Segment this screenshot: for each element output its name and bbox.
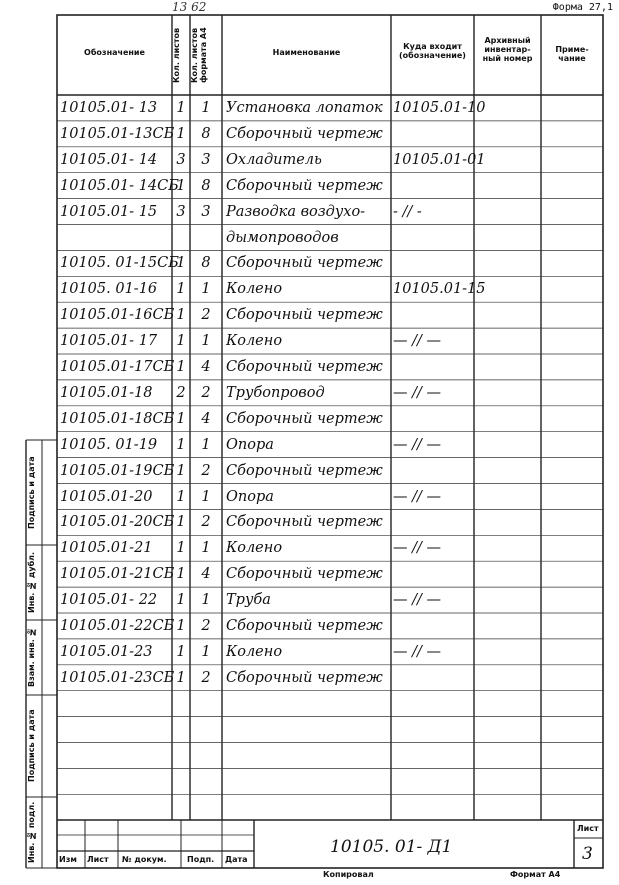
row-where-used: 10105.01-15 — [393, 281, 486, 298]
row-where-used: — // — — [393, 540, 441, 557]
table-row — [0, 253, 619, 279]
row-a4-count: 2 — [201, 669, 211, 686]
row-a4-count: 2 — [201, 384, 211, 401]
row-name: Опора — [226, 436, 274, 453]
side-label-vzam-inv: Взам. инв. № — [27, 627, 36, 688]
side-label-sign-date-2: Подпись и дата — [27, 709, 36, 783]
row-name: Охладитель — [226, 151, 322, 168]
header-designation: Обозначение — [84, 48, 145, 57]
row-sheets-count: 2 — [176, 384, 186, 401]
row-designation: 10105. 01-15СБ — [60, 255, 179, 272]
row-designation: 10105. 01-19 — [60, 436, 158, 453]
tb-doc-code: 10105. 01- Д1 — [330, 837, 453, 857]
row-sheets-count: 1 — [176, 177, 186, 194]
table-row — [0, 202, 619, 228]
row-a4-count: 2 — [201, 307, 211, 324]
table-row — [0, 383, 619, 409]
table-row — [0, 487, 619, 513]
row-designation: 10105.01-22СБ — [60, 618, 175, 634]
top-handwritten-marks: 13 62 — [172, 0, 207, 14]
row-a4-count: 2 — [201, 618, 211, 634]
table-row — [0, 512, 619, 538]
row-sheets-count: 1 — [176, 359, 186, 375]
footer-copied: Копировал — [323, 870, 374, 879]
row-name: Колено — [226, 333, 283, 350]
tb-doc-no: № докум. — [122, 855, 167, 864]
row-where-used: — // — — [393, 488, 441, 505]
header-where-used: Куда входит (обозначение) — [399, 42, 466, 61]
row-sheets-count: 1 — [176, 462, 186, 479]
row-designation: 10105.01-20 — [60, 488, 153, 505]
row-sheets-count: 1 — [176, 436, 186, 453]
footer-format: Формат А4 — [510, 870, 561, 879]
row-a4-count: 2 — [201, 514, 211, 531]
table-row — [0, 176, 619, 202]
row-name: Сборочный чертеж — [226, 514, 383, 531]
tb-list: Лист — [87, 855, 109, 864]
table-row — [0, 461, 619, 487]
row-designation: 10105.01-23 — [60, 643, 153, 660]
table-row — [0, 98, 619, 124]
row-name: Колено — [226, 281, 283, 298]
row-name: Труба — [226, 592, 271, 609]
row-a4-count: 1 — [201, 643, 211, 660]
row-designation: 10105.01-13СБ — [60, 125, 175, 142]
row-designation: 10105.01- 15 — [60, 203, 158, 220]
header-note: Приме-чание — [555, 45, 589, 64]
table-row — [0, 538, 619, 564]
table-row — [0, 642, 619, 668]
row-a4-count: 8 — [201, 177, 211, 194]
row-where-used: 10105.01-10 — [393, 100, 486, 116]
row-a4-count: 1 — [201, 281, 211, 298]
table-row — [0, 590, 619, 616]
side-label-sign-date-1: Подпись и дата — [27, 456, 36, 529]
row-sheets-count: 1 — [176, 100, 186, 116]
header-sheets-count: Кол. листов — [172, 27, 181, 83]
table-row — [0, 305, 619, 331]
row-a4-count: 3 — [201, 151, 211, 168]
header-name: Наименование — [272, 48, 341, 57]
row-designation: 10105.01-17СБ — [60, 359, 175, 375]
row-designation: 10105.01-20СБ — [60, 514, 175, 531]
table-row — [0, 616, 619, 642]
row-sheets-count: 1 — [176, 488, 186, 505]
row-name: Сборочный чертеж — [226, 307, 383, 324]
side-label-inv-dup: Инв. № дубл. — [27, 551, 36, 614]
row-a4-count: 4 — [201, 410, 211, 427]
form-label: Форма 27,1 — [552, 2, 613, 13]
row-a4-count: 4 — [201, 566, 211, 583]
row-where-used: — // — — [393, 384, 441, 401]
row-designation: 10105.01- 22 — [60, 592, 158, 609]
table-row — [0, 435, 619, 461]
row-a4-count: 1 — [201, 100, 211, 116]
row-sheets-count: 1 — [176, 669, 186, 686]
side-label-inv-orig: Инв. № подл. — [27, 801, 36, 864]
table-row — [0, 331, 619, 357]
row-name: Сборочный чертеж — [226, 618, 383, 634]
row-sheets-count: 1 — [176, 307, 186, 324]
row-sheets-count: 1 — [176, 125, 186, 142]
row-a4-count: 1 — [201, 333, 211, 350]
row-designation: 10105.01-19СБ — [60, 462, 175, 479]
header-a4-count: Кол. листов формата А4 — [190, 27, 209, 83]
row-name: дымопроводов — [226, 229, 339, 246]
row-a4-count: 3 — [201, 203, 211, 220]
row-where-used: - // - — [393, 203, 422, 220]
row-where-used: 10105.01-01 — [393, 151, 486, 168]
table-row — [0, 564, 619, 590]
row-sheets-count: 1 — [176, 540, 186, 557]
row-name: Сборочный чертеж — [226, 177, 383, 194]
row-name: Опора — [226, 488, 274, 505]
row-name: Разводка воздухо- — [226, 203, 366, 220]
tb-sheet-number: 3 — [582, 844, 593, 864]
row-name: Колено — [226, 643, 283, 660]
row-name: Сборочный чертеж — [226, 410, 383, 427]
row-designation: 10105.01-18 — [60, 384, 153, 401]
tb-izm: Изм — [59, 855, 77, 864]
row-name: Сборочный чертеж — [226, 359, 383, 375]
row-sheets-count: 1 — [176, 514, 186, 531]
row-sheets-count: 3 — [176, 151, 186, 168]
row-sheets-count: 1 — [176, 643, 186, 660]
row-sheets-count: 1 — [176, 618, 186, 634]
row-name: Сборочный чертеж — [226, 125, 383, 142]
row-sheets-count: 1 — [176, 255, 186, 272]
tb-sheet-label: Лист — [577, 824, 599, 833]
row-name: Сборочный чертеж — [226, 462, 383, 479]
row-sheets-count: 3 — [176, 203, 186, 220]
row-a4-count: 8 — [201, 125, 211, 142]
row-a4-count: 8 — [201, 255, 211, 272]
table-row — [0, 228, 619, 254]
row-name: Трубопровод — [226, 384, 325, 401]
row-designation: 10105.01-16СБ — [60, 307, 175, 324]
table-row — [0, 668, 619, 694]
table-row — [0, 357, 619, 383]
row-designation: 10105.01- 14 — [60, 151, 158, 168]
row-a4-count: 1 — [201, 540, 211, 557]
row-a4-count: 1 — [201, 488, 211, 505]
row-name: Сборочный чертеж — [226, 566, 383, 583]
table-row — [0, 279, 619, 305]
row-a4-count: 1 — [201, 436, 211, 453]
row-name: Установка лопаток — [226, 100, 383, 116]
row-name: Колено — [226, 540, 283, 557]
row-designation: 10105.01-21СБ — [60, 566, 175, 583]
tb-data: Дата — [225, 855, 248, 864]
row-sheets-count: 1 — [176, 592, 186, 609]
header-archive-number: Архивный инвентар-ный номер — [482, 36, 533, 64]
row-a4-count: 2 — [201, 462, 211, 479]
row-designation: 10105.01- 13 — [60, 100, 158, 116]
row-name: Сборочный чертеж — [226, 255, 383, 272]
row-where-used: — // — — [393, 333, 441, 350]
row-sheets-count: 1 — [176, 566, 186, 583]
row-designation: 10105.01-23СБ — [60, 669, 175, 686]
row-designation: 10105.01- 14СБ — [60, 177, 179, 194]
row-sheets-count: 1 — [176, 281, 186, 298]
row-sheets-count: 1 — [176, 410, 186, 427]
row-a4-count: 1 — [201, 592, 211, 609]
row-where-used: — // — — [393, 436, 441, 453]
tb-podp: Подп. — [187, 855, 215, 864]
row-sheets-count: 1 — [176, 333, 186, 350]
table-row — [0, 124, 619, 150]
row-designation: 10105. 01-16 — [60, 281, 158, 298]
row-designation: 10105.01-18СБ — [60, 410, 175, 427]
row-where-used: — // — — [393, 592, 441, 609]
row-where-used: — // — — [393, 643, 441, 660]
row-designation: 10105.01- 17 — [60, 333, 158, 350]
table-row — [0, 150, 619, 176]
row-a4-count: 4 — [201, 359, 211, 375]
row-designation: 10105.01-21 — [60, 540, 153, 557]
table-row — [0, 409, 619, 435]
row-name: Сборочный чертеж — [226, 669, 383, 686]
